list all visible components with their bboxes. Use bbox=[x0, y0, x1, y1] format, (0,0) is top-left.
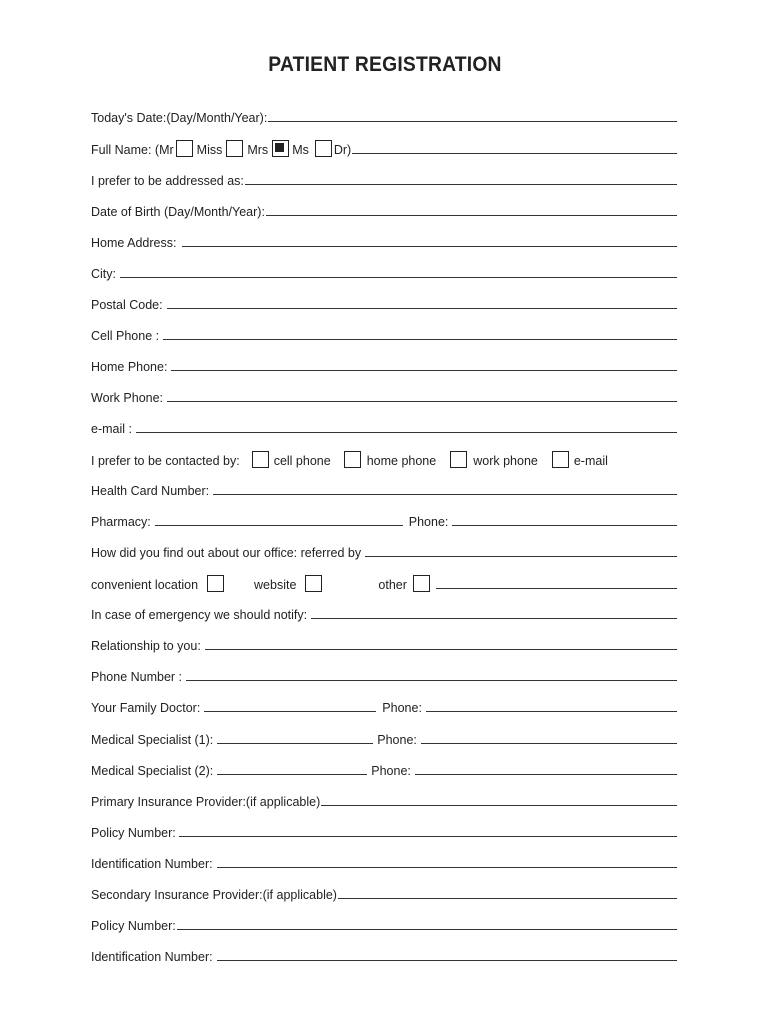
todays-date-row bbox=[91, 105, 677, 125]
referral-website-checkbox[interactable] bbox=[305, 575, 322, 592]
contact-email-checkbox[interactable] bbox=[552, 451, 569, 468]
contact-email-label: e-mail bbox=[573, 454, 608, 468]
referral-other-label: other bbox=[378, 578, 407, 592]
pharmacy-phone-field[interactable] bbox=[452, 525, 677, 526]
identification-1-row bbox=[91, 851, 677, 871]
relationship-row bbox=[91, 633, 677, 653]
referral-row bbox=[91, 540, 677, 560]
primary-insurance-field[interactable] bbox=[321, 805, 677, 806]
work-phone-row bbox=[91, 385, 677, 405]
phone-number-row bbox=[91, 664, 677, 684]
referral-other-checkbox[interactable] bbox=[413, 575, 430, 592]
phone-number-label: Phone Number : bbox=[91, 670, 183, 684]
contact-cell-checkbox[interactable] bbox=[252, 451, 269, 468]
identification-2-field[interactable] bbox=[217, 960, 677, 961]
specialist-1-field[interactable] bbox=[217, 743, 373, 744]
primary-insurance-row bbox=[91, 789, 677, 809]
city-field[interactable] bbox=[120, 277, 677, 278]
contact-home-checkbox[interactable] bbox=[344, 451, 361, 468]
specialist-2-row bbox=[91, 758, 677, 778]
addressed-as-row bbox=[91, 168, 677, 188]
title-dr-label: Dr) bbox=[333, 143, 352, 157]
full-name-row bbox=[91, 137, 677, 157]
addressed-as-field[interactable] bbox=[245, 184, 677, 185]
specialist-2-phone-field[interactable] bbox=[415, 774, 677, 775]
secondary-insurance-row bbox=[91, 882, 677, 902]
cell-phone-row bbox=[91, 323, 677, 343]
referral-website-label: website bbox=[254, 578, 297, 592]
title-miss-label: Miss bbox=[196, 143, 223, 157]
referral-other-field[interactable] bbox=[436, 588, 677, 589]
contact-pref-row bbox=[91, 448, 677, 468]
email-row bbox=[91, 416, 677, 436]
dob-label: Date of Birth (Day/Month/Year): bbox=[91, 205, 265, 219]
identification-1-label: Identification Number: bbox=[91, 857, 213, 871]
phone-number-field[interactable] bbox=[186, 680, 677, 681]
emergency-field[interactable] bbox=[311, 618, 677, 619]
emergency-row bbox=[91, 602, 677, 622]
policy-number-1-row bbox=[91, 820, 677, 840]
pharmacy-row bbox=[91, 509, 677, 529]
email-label: e-mail : bbox=[91, 422, 132, 436]
pharmacy-label: Pharmacy: bbox=[91, 515, 151, 529]
emergency-label: In case of emergency we should notify: bbox=[91, 608, 308, 622]
policy-number-2-label: Policy Number: bbox=[91, 919, 176, 933]
home-address-field[interactable] bbox=[182, 246, 677, 247]
relationship-label: Relationship to you: bbox=[91, 639, 201, 653]
family-doctor-field[interactable] bbox=[204, 711, 376, 712]
title-ms-label: Ms bbox=[292, 143, 309, 157]
addressed-as-label: I prefer to be addressed as: bbox=[91, 174, 244, 188]
policy-number-1-field[interactable] bbox=[179, 836, 677, 837]
specialist-1-row bbox=[91, 727, 677, 747]
referral-options-row bbox=[91, 572, 677, 592]
referral-label: How did you find out about our office: referred by bbox=[91, 546, 362, 560]
postal-code-field[interactable] bbox=[167, 308, 677, 309]
city-label: City: bbox=[91, 267, 116, 281]
referral-convenient-checkbox[interactable] bbox=[207, 575, 224, 592]
contact-cell-label: cell phone bbox=[273, 454, 331, 468]
todays-date-field[interactable] bbox=[268, 121, 677, 122]
cell-phone-field[interactable] bbox=[163, 339, 677, 340]
title-mr-checkbox[interactable] bbox=[176, 140, 193, 157]
identification-2-row bbox=[91, 944, 677, 964]
family-doctor-row bbox=[91, 695, 677, 715]
home-phone-label: Home Phone: bbox=[91, 360, 168, 374]
contact-pref-label: I prefer to be contacted by: bbox=[91, 454, 240, 468]
family-doctor-phone-field[interactable] bbox=[426, 711, 677, 712]
family-doctor-phone-label: Phone: bbox=[382, 701, 422, 715]
home-address-row bbox=[91, 230, 677, 250]
title-mrs-label: Mrs bbox=[247, 143, 269, 157]
contact-work-label: work phone bbox=[473, 454, 538, 468]
health-card-row bbox=[91, 478, 677, 498]
work-phone-field[interactable] bbox=[167, 401, 677, 402]
specialist-2-phone-label: Phone: bbox=[371, 764, 411, 778]
work-phone-label: Work Phone: bbox=[91, 391, 164, 405]
pharmacy-field[interactable] bbox=[155, 525, 403, 526]
health-card-field[interactable] bbox=[213, 494, 677, 495]
specialist-2-field[interactable] bbox=[217, 774, 367, 775]
specialist-1-label: Medical Specialist (1): bbox=[91, 733, 214, 747]
full-name-label: Full Name: (Mr bbox=[91, 143, 174, 157]
pharmacy-phone-label: Phone: bbox=[408, 515, 449, 529]
specialist-1-phone-label: Phone: bbox=[377, 733, 417, 747]
secondary-insurance-label: Secondary Insurance Provider:(if applicable) bbox=[91, 888, 337, 902]
form-title: PATIENT REGISTRATION bbox=[268, 53, 502, 76]
referral-convenient-label: convenient location bbox=[91, 578, 199, 592]
contact-home-label: home phone bbox=[366, 454, 437, 468]
postal-code-row bbox=[91, 292, 677, 312]
full-name-field[interactable] bbox=[352, 153, 677, 154]
identification-2-label: Identification Number: bbox=[91, 950, 213, 964]
policy-number-2-row bbox=[91, 913, 677, 933]
health-card-label: Health Card Number: bbox=[91, 484, 210, 498]
policy-number-2-field[interactable] bbox=[177, 929, 677, 930]
specialist-1-phone-field[interactable] bbox=[421, 743, 677, 744]
dob-row bbox=[91, 199, 677, 219]
secondary-insurance-field[interactable] bbox=[338, 898, 677, 899]
specialist-2-label: Medical Specialist (2): bbox=[91, 764, 214, 778]
family-doctor-label: Your Family Doctor: bbox=[91, 701, 201, 715]
primary-insurance-label: Primary Insurance Provider:(if applicable) bbox=[91, 795, 321, 809]
dob-field[interactable] bbox=[266, 215, 677, 216]
email-field[interactable] bbox=[136, 432, 677, 433]
identification-1-field[interactable] bbox=[217, 867, 677, 868]
title-ms-checkbox[interactable] bbox=[315, 140, 332, 157]
home-phone-row bbox=[91, 354, 677, 374]
title-mrs-checkbox[interactable] bbox=[272, 140, 289, 157]
city-row bbox=[91, 261, 677, 281]
postal-code-label: Postal Code: bbox=[91, 298, 163, 312]
relationship-field[interactable] bbox=[205, 649, 677, 650]
todays-date-label: Today's Date:(Day/Month/Year): bbox=[91, 111, 268, 125]
home-address-label: Home Address: bbox=[91, 236, 177, 250]
title-miss-checkbox[interactable] bbox=[226, 140, 243, 157]
policy-number-1-label: Policy Number: bbox=[91, 826, 176, 840]
cell-phone-label: Cell Phone : bbox=[91, 329, 160, 343]
home-phone-field[interactable] bbox=[171, 370, 677, 371]
contact-work-checkbox[interactable] bbox=[450, 451, 467, 468]
referral-field[interactable] bbox=[365, 556, 677, 557]
